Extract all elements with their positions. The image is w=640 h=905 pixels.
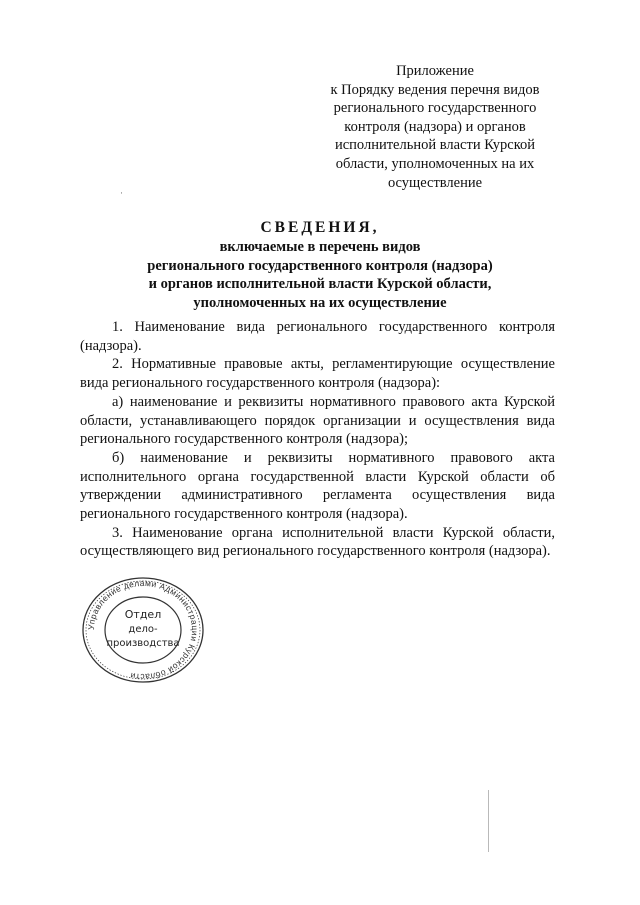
scan-edge-line — [488, 790, 489, 852]
paragraph-item-1: 1. Наименование вида регионального государственного контроля (надзора). — [80, 319, 555, 354]
paragraph-item-2: 2. Нормативные правовые акты, регламентирующие осуществление вида регионального государственного контроля (надзора): — [80, 356, 555, 392]
stamp-center-line: Отдел — [124, 608, 162, 621]
official-stamp — [78, 574, 208, 686]
appendix-line: Приложение — [396, 63, 474, 79]
stamp-ring-text: Управление делами Администрации Курской области — [85, 577, 201, 683]
stamp-seal-icon — [78, 574, 208, 686]
appendix-line: области, уполномоченных на их — [335, 155, 535, 172]
document-heading — [80, 218, 560, 312]
appendix-block — [300, 62, 570, 192]
heading-line: уполномоченных на их осуществление — [193, 294, 447, 311]
heading-title: СВЕДЕНИЯ, — [260, 219, 380, 236]
paragraph-item-2b: б) наименование и реквизиты нормативного правового акта исполнительного органа государственной власти Курской области об утверждении административного регламента осуществления вида регионального государственного контроля (надзора). — [80, 449, 555, 523]
appendix-line: к Порядку ведения перечня видов — [330, 81, 540, 98]
document-body — [80, 318, 555, 561]
heading-line: и органов исполнительной власти Курской области, — [148, 276, 492, 293]
appendix-line: исполнительной власти Курской — [334, 137, 536, 154]
stamp-center-line: дело- — [128, 624, 158, 635]
appendix-line: контроля (надзора) и органов — [344, 118, 526, 135]
heading-line: регионального государственного контроля (надзора) — [147, 257, 493, 274]
appendix-line: регионального государственного — [333, 100, 537, 117]
paragraph-item-3: 3. Наименование органа исполнительной власти Курской области, осуществляющего вид регионального государственного контроля (надзора). — [80, 524, 555, 560]
heading-line: включаемые в перечень видов — [219, 239, 421, 255]
scan-speck: · — [120, 188, 123, 198]
stamp-center-line: производства — [106, 638, 180, 649]
appendix-line: осуществление — [387, 174, 483, 191]
paragraph-item-2a: а) наименование и реквизиты нормативного правового акта Курской области, устанавливающего порядок организации и осуществления вида регионального государственного контроля (надзора); — [80, 393, 555, 448]
